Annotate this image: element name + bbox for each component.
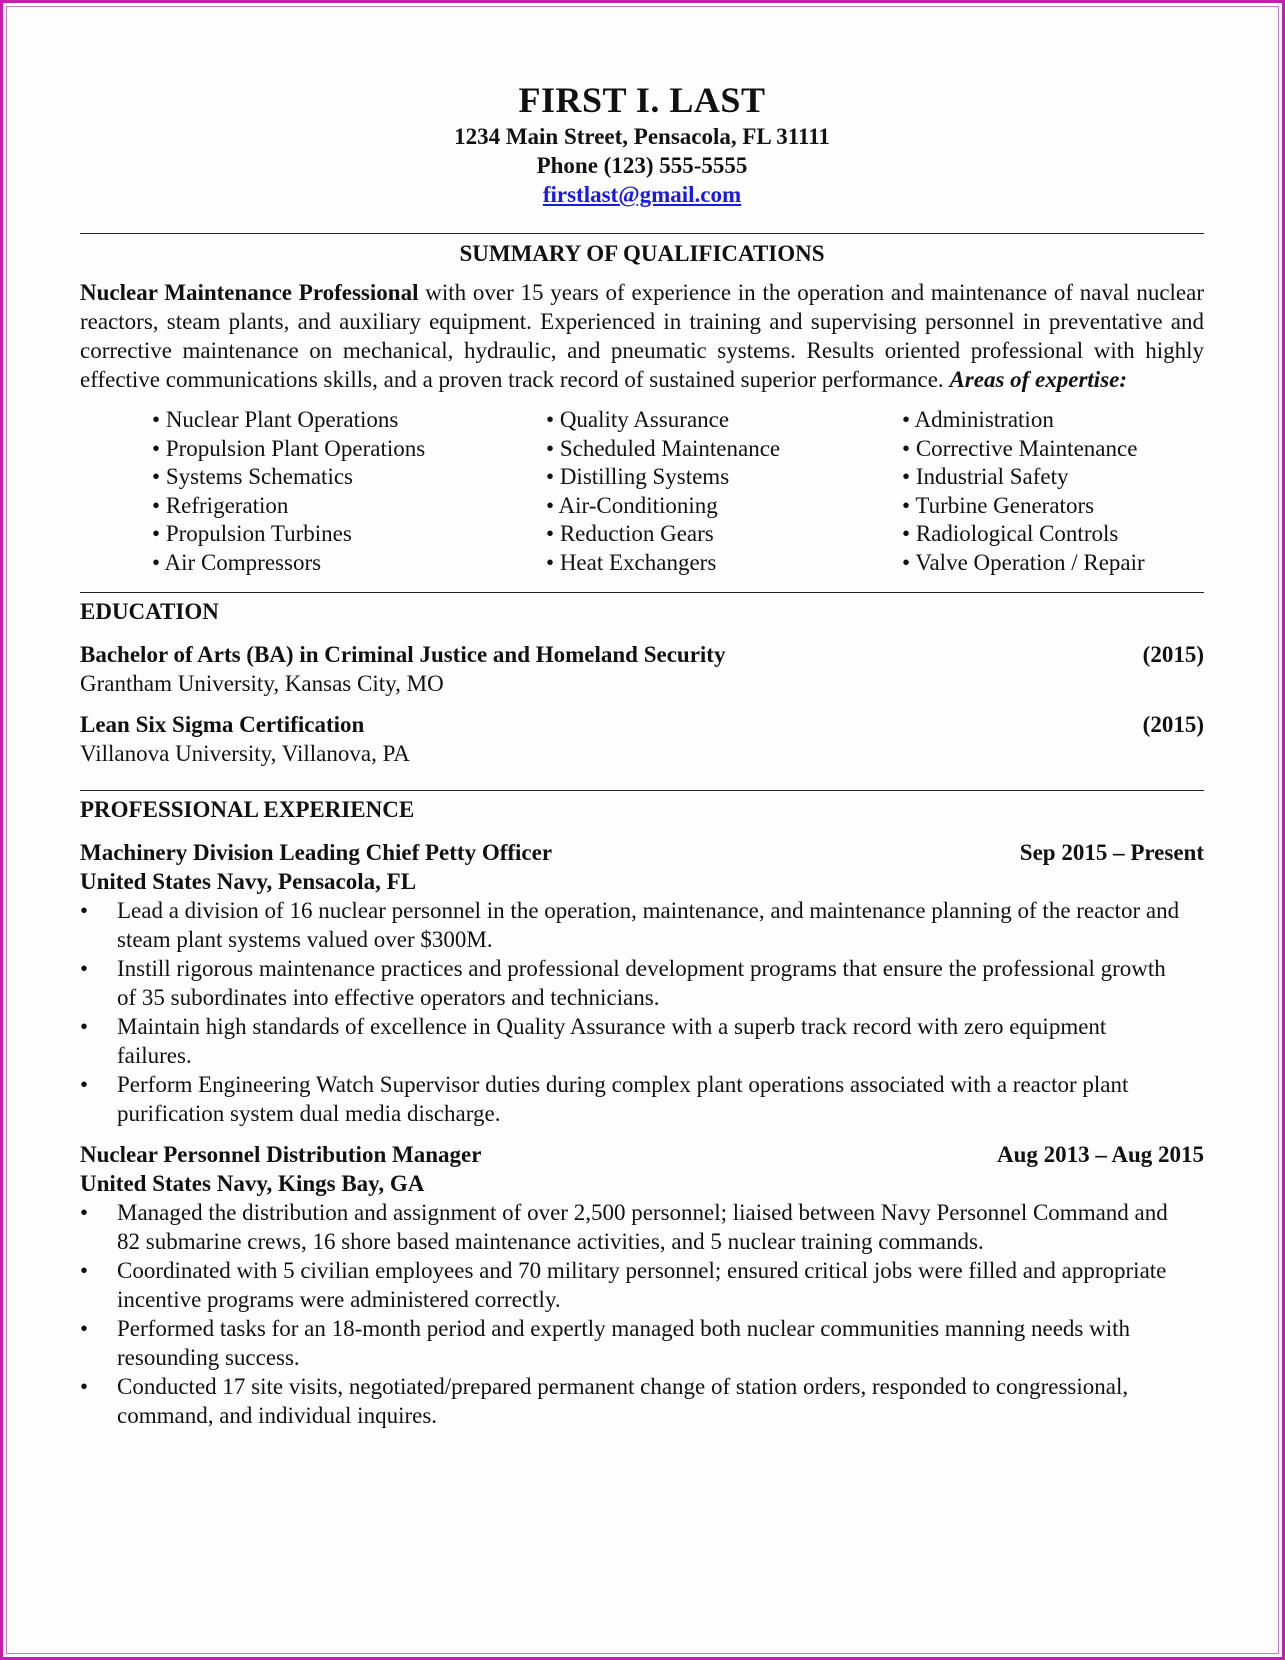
experience-title: PROFESSIONAL EXPERIENCE	[80, 796, 415, 822]
summary-lead: Nuclear Maintenance Professional	[80, 280, 419, 305]
job-bullet-text: Lead a division of 16 nuclear personnel in the operation, maintenance, and maintenance planning of the reactor and steam plant systems valued over $300M.	[117, 897, 1180, 952]
job-bullets	[80, 1198, 1204, 1430]
expertise-item	[902, 406, 1202, 435]
bullet-icon: •	[546, 464, 555, 490]
summary-title: SUMMARY OF QUALIFICATIONS	[459, 241, 825, 266]
job-bullet-text: Perform Engineering Watch Supervisor duties during complex plant operations associated with a reactor plant purification system dual media discharge.	[117, 1071, 1129, 1126]
bullet-icon: •	[80, 1071, 89, 1097]
expertise-item	[152, 492, 546, 521]
resume-page	[80, 78, 1204, 1430]
expertise-column-2	[546, 406, 902, 578]
expertise-item	[546, 406, 902, 435]
bullet-icon: •	[152, 492, 161, 518]
expertise-label: Scheduled Maintenance	[559, 435, 781, 461]
expertise-column-3	[902, 406, 1202, 578]
job-bullet	[80, 1012, 1184, 1070]
divider	[80, 592, 1204, 593]
bullet-icon: •	[902, 435, 911, 461]
school: Grantham University, Kansas City, MO	[80, 670, 444, 696]
expertise-label: Systems Schematics	[165, 464, 353, 490]
expertise-label: Distilling Systems	[559, 464, 730, 490]
bullet-icon: •	[902, 549, 911, 575]
bullet-icon: •	[546, 492, 555, 518]
job-head	[80, 838, 1204, 867]
job-bullet	[80, 1372, 1184, 1430]
bullet-icon: •	[546, 521, 555, 547]
job-head	[80, 1140, 1204, 1169]
bullet-icon: •	[902, 521, 911, 547]
education-head	[80, 710, 1204, 739]
job-entry	[80, 838, 1204, 1128]
bullet-icon: •	[152, 435, 161, 461]
bullet-icon: •	[152, 521, 161, 547]
resume-header	[80, 78, 1204, 209]
bullet-icon: •	[902, 464, 911, 490]
expertise-label: Industrial Safety	[915, 464, 1069, 490]
expertise-label: Nuclear Plant Operations	[165, 407, 399, 432]
job-dates: Sep 2015 – Present	[1019, 839, 1204, 865]
job-bullet	[80, 1256, 1184, 1314]
bullet-icon: •	[546, 435, 555, 461]
job-bullet	[80, 896, 1184, 954]
education-entry	[80, 640, 1204, 698]
bullet-icon: •	[80, 1257, 89, 1283]
summary-paragraph	[80, 278, 1204, 394]
job-dates: Aug 2013 – Aug 2015	[996, 1141, 1204, 1167]
job-bullet	[80, 954, 1184, 1012]
expertise-label: Propulsion Plant Operations	[165, 435, 426, 461]
expertise-label: Quality Assurance	[559, 407, 730, 432]
year: (2015)	[1142, 641, 1204, 667]
expertise-item	[902, 549, 1202, 578]
degree: Bachelor of Arts (BA) in Criminal Justice and Homeland Security	[80, 641, 726, 667]
divider	[80, 233, 1204, 234]
bullet-icon: •	[546, 549, 555, 575]
expertise-label: Radiological Controls	[915, 521, 1119, 547]
expertise-item	[902, 435, 1202, 464]
job-bullet	[80, 1198, 1184, 1256]
job-bullet-text: Managed the distribution and assignment of over 2,500 personnel; liaised between Navy Personnel Command and 82 submarine crews, 16 shore based maintenance activities, and 5 nuclear training commands.	[117, 1199, 1168, 1254]
address: 1234 Main Street, Pensacola, FL 31111	[454, 124, 830, 149]
bullet-icon: •	[902, 407, 911, 432]
expertise-item	[902, 463, 1202, 492]
expertise-label: Valve Operation / Repair	[915, 549, 1145, 575]
job-org-label: United States Navy, Kings Bay, GA	[80, 1170, 425, 1196]
job-title: Machinery Division Leading Chief Petty Officer	[80, 839, 553, 865]
job-bullets	[80, 896, 1204, 1128]
expertise-item	[152, 463, 546, 492]
school: Villanova University, Villanova, PA	[80, 740, 410, 766]
expertise-item	[152, 520, 546, 549]
expertise-item	[902, 492, 1202, 521]
degree: Lean Six Sigma Certification	[80, 711, 365, 737]
expertise-item	[546, 520, 902, 549]
expertise-label: Air Compressors	[164, 549, 322, 575]
bullet-icon: •	[152, 549, 161, 575]
job-bullet-text: Conducted 17 site visits, negotiated/prepared permanent change of station orders, responded to congressional, command, and individual inquires.	[117, 1373, 1129, 1428]
candidate-name: FIRST I. LAST	[518, 80, 766, 120]
summary-text: with over 15 years of experience in the operation and maintenance of naval nuclear reactors, steam plants, and auxiliary equipment. Experienced in training and supervising personnel in preventative and corrective maintenance on mechanical, hydraulic, and pneumatic systems. Results oriented professional with highly effective communications skills, and a proven track record of sustained superior performance.	[80, 280, 1204, 392]
job-org	[80, 1169, 1204, 1198]
job-entry	[80, 1140, 1204, 1430]
expertise-label: Corrective Maintenance	[915, 435, 1138, 461]
areas-of-expertise	[152, 406, 1204, 578]
bullet-icon: •	[152, 407, 161, 432]
expertise-item	[546, 549, 902, 578]
job-org-label: United States Navy, Pensacola, FL	[80, 868, 417, 894]
expertise-label: Turbine Generators	[915, 492, 1095, 518]
job-bullet-text: Instill rigorous maintenance practices and professional development programs that ensure the professional growth of 35 subordinates into effective operators and technicians.	[117, 955, 1166, 1010]
bullet-icon: •	[80, 1199, 89, 1225]
phone: Phone (123) 555-5555	[536, 153, 748, 178]
expertise-item	[152, 435, 546, 464]
bullet-icon: •	[80, 1013, 89, 1039]
experience-list	[80, 838, 1204, 1430]
expertise-label: Air-Conditioning	[558, 492, 718, 518]
education-list	[80, 640, 1204, 768]
job-bullet	[80, 1070, 1184, 1128]
job-bullet-text: Coordinated with 5 civilian employees and 70 military personnel; ensured critical jobs were filled and appropriate incentive programs were administered correctly.	[117, 1257, 1167, 1312]
divider	[80, 790, 1204, 791]
expertise-item	[152, 406, 546, 435]
job-bullet	[80, 1314, 1184, 1372]
expertise-item	[546, 492, 902, 521]
bullet-icon: •	[152, 464, 161, 490]
expertise-label: Administration	[914, 407, 1054, 432]
expertise-label: Propulsion Turbines	[165, 521, 352, 547]
expertise-label: Heat Exchangers	[559, 549, 717, 575]
job-org	[80, 867, 1204, 896]
bullet-icon: •	[902, 492, 911, 518]
areas-label: Areas of expertise:	[949, 367, 1128, 392]
bullet-icon: •	[80, 1373, 89, 1399]
education-title: EDUCATION	[80, 598, 219, 624]
bullet-icon: •	[546, 407, 555, 432]
expertise-item	[152, 549, 546, 578]
email-link[interactable]: firstlast@gmail.com	[542, 182, 742, 207]
bullet-icon: •	[80, 1315, 89, 1341]
job-title: Nuclear Personnel Distribution Manager	[80, 1141, 482, 1167]
bullet-icon: •	[80, 955, 89, 981]
expertise-label: Refrigeration	[165, 492, 289, 518]
expertise-item	[902, 520, 1202, 549]
job-bullet-text: Performed tasks for an 18-month period and expertly managed both nuclear communities manning needs with resounding success.	[117, 1315, 1131, 1370]
expertise-column-1	[152, 406, 546, 578]
expertise-label: Reduction Gears	[559, 521, 714, 547]
education-entry	[80, 710, 1204, 768]
education-head	[80, 640, 1204, 669]
expertise-item	[546, 435, 902, 464]
job-bullet-text: Maintain high standards of excellence in Quality Assurance with a superb track record with zero equipment failures.	[117, 1013, 1107, 1068]
bullet-icon: •	[80, 897, 89, 923]
year: (2015)	[1142, 711, 1204, 737]
expertise-item	[546, 463, 902, 492]
